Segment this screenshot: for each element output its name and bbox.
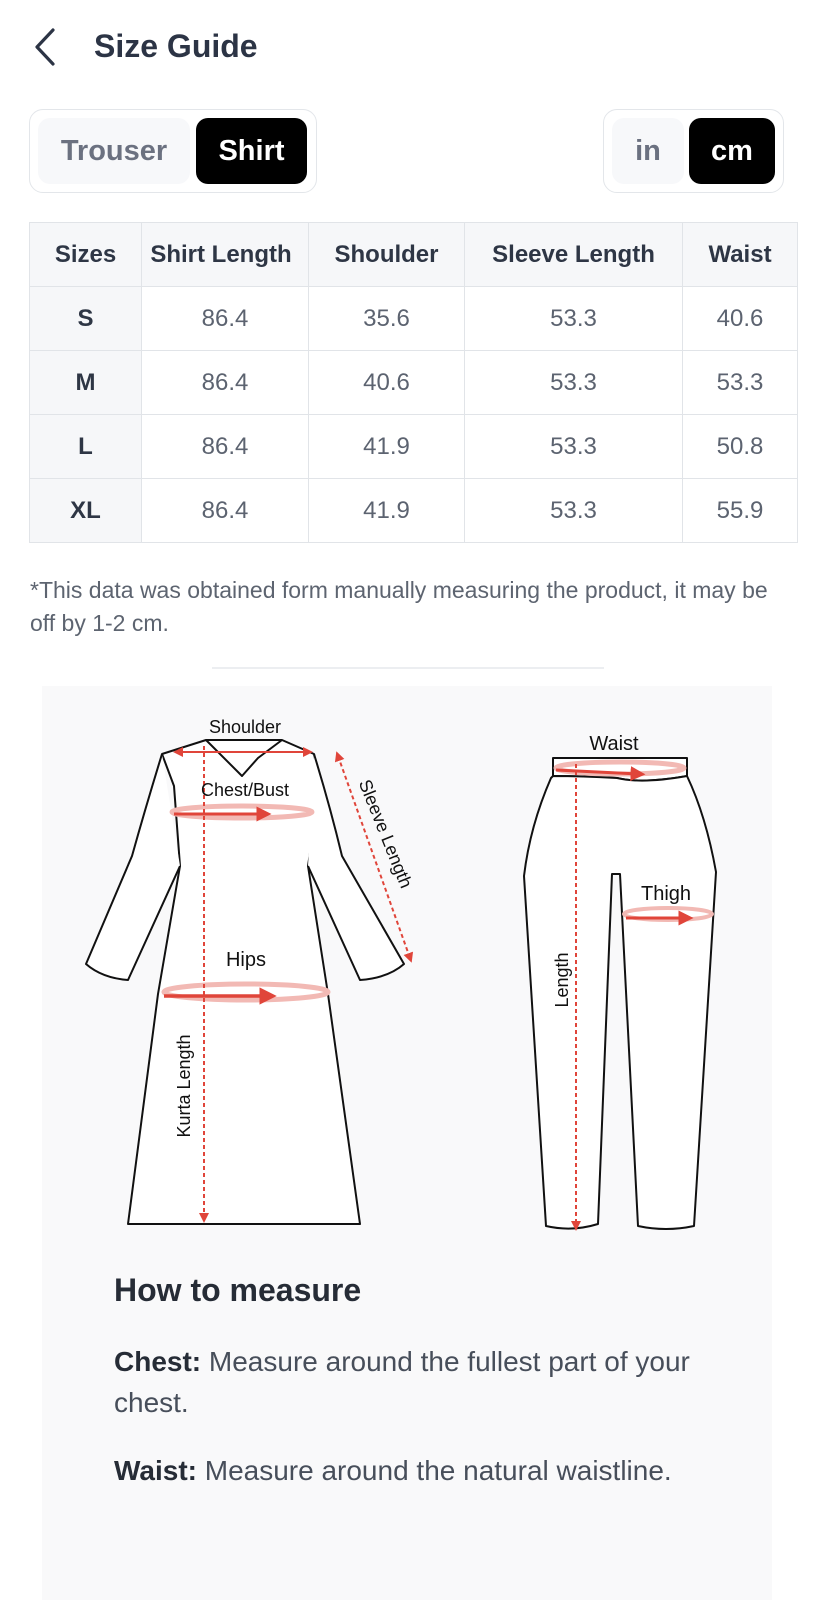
label-thigh: Thigh	[640, 883, 692, 905]
chevron-left-icon	[28, 26, 68, 70]
measure-term: Waist:	[114, 1455, 197, 1486]
value-cell: 86.4	[142, 351, 309, 415]
size-table	[29, 222, 798, 543]
header	[0, 0, 830, 100]
label-shoulder: Shoulder	[208, 717, 282, 737]
table-row	[30, 351, 798, 415]
value-cell: 53.3	[683, 351, 798, 415]
value-cell: 53.3	[465, 479, 683, 543]
measure-item-waist	[114, 1450, 714, 1491]
unit-in-button[interactable]: in	[612, 118, 684, 184]
measure-description: Measure around the natural waistline.	[196, 1455, 672, 1486]
value-cell: 53.3	[465, 351, 683, 415]
how-to-measure-title: How to measure	[114, 1272, 362, 1308]
value-cell: 55.9	[683, 479, 798, 543]
label-chest-bust: Chest/Bust	[200, 780, 290, 800]
value-cell: 40.6	[309, 351, 465, 415]
value-cell: 86.4	[142, 287, 309, 351]
size-cell: L	[30, 415, 142, 479]
table-header-row	[30, 223, 798, 287]
value-cell: 41.9	[309, 415, 465, 479]
table-row	[30, 415, 798, 479]
tab-trouser[interactable]: Trouser	[38, 118, 190, 184]
label-kurta-length: Kurta Length	[174, 1034, 194, 1138]
size-cell: S	[30, 287, 142, 351]
unit-toggle	[603, 109, 784, 193]
table-row	[30, 479, 798, 543]
measurement-note: *This data was obtained form manually measuring the product, it may be off by 1-2 cm.	[30, 577, 768, 636]
label-sleeve-length: Sleeve Length	[354, 776, 417, 891]
measure-description: Measure around the fullest part of your chest.	[114, 1346, 690, 1418]
label-hips: Hips	[225, 949, 267, 971]
column-header: Shoulder	[309, 223, 465, 287]
size-cell: M	[30, 351, 142, 415]
category-toggle	[29, 109, 317, 193]
tab-shirt[interactable]: Shirt	[196, 118, 307, 184]
table-row	[30, 287, 798, 351]
column-header: Waist	[683, 223, 798, 287]
value-cell: 40.6	[683, 287, 798, 351]
column-header: Shirt Length	[142, 223, 309, 287]
measure-term: Chest:	[114, 1346, 202, 1377]
value-cell: 41.9	[309, 479, 465, 543]
value-cell: 50.8	[683, 415, 798, 479]
column-header: Sleeve Length	[465, 223, 683, 287]
back-button[interactable]	[28, 26, 68, 70]
label-length: Length	[552, 952, 572, 1008]
value-cell: 86.4	[142, 415, 309, 479]
value-cell: 53.3	[465, 287, 683, 351]
value-cell: 35.6	[309, 287, 465, 351]
label-waist: Waist	[589, 733, 639, 755]
value-cell: 86.4	[142, 479, 309, 543]
unit-cm-button[interactable]: cm	[689, 118, 775, 184]
measure-item-chest	[114, 1341, 714, 1423]
value-cell: 53.3	[465, 415, 683, 479]
page-title: Size Guide	[94, 28, 258, 64]
column-header: Sizes	[30, 223, 142, 287]
measurement-diagram	[42, 686, 772, 1266]
size-cell: XL	[30, 479, 142, 543]
divider	[212, 667, 604, 669]
